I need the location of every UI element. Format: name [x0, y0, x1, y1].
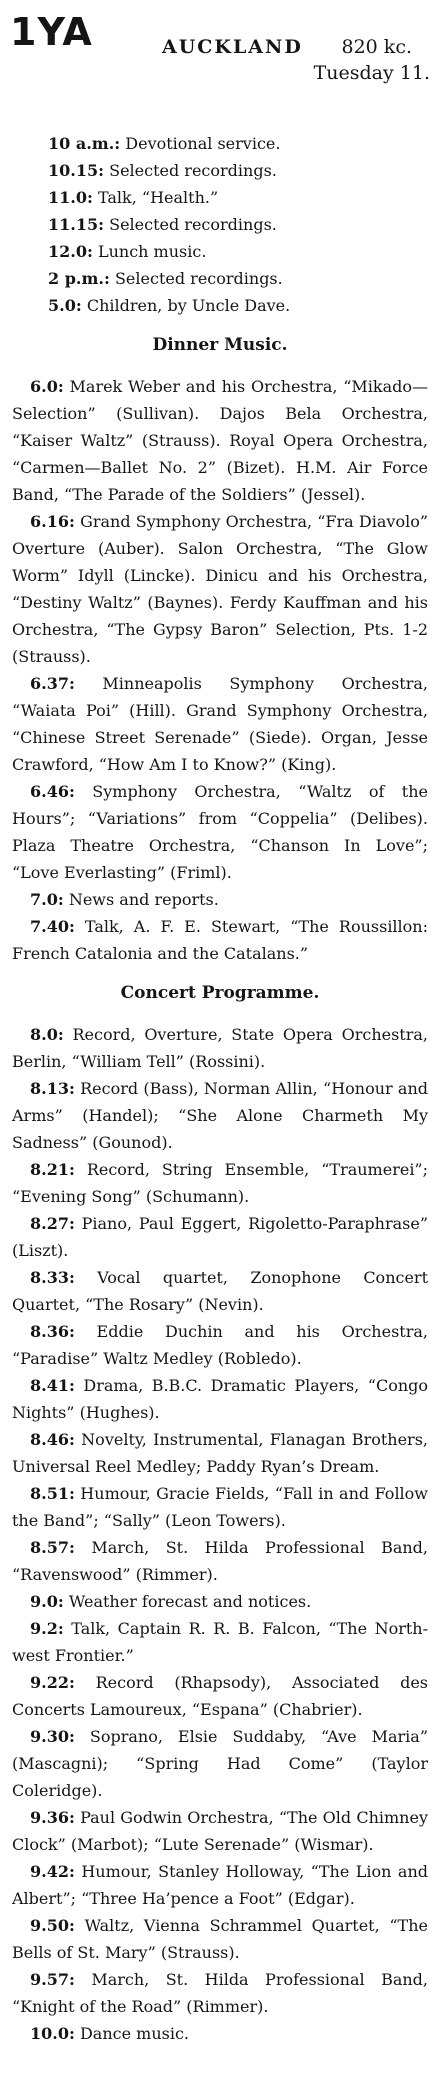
entry-description: Humour, Stanley Holloway, “The Lion and Albert”; “Three Ha’pence a Foot” (Edgar).: [12, 1862, 428, 1908]
programme-entry: [12, 1534, 428, 1588]
entry-time: 8.27:: [30, 1214, 75, 1233]
entry-description: Selected recordings.: [104, 161, 277, 180]
entry-time: 9.36:: [30, 1808, 75, 1827]
dinner-music-heading: Dinner Music.: [152, 335, 288, 355]
concert-programme-heading: Concert Programme.: [120, 983, 320, 1003]
programme-entry: [18, 157, 430, 184]
station-frequency: 820 kc.: [341, 36, 412, 58]
entry-description: Drama, B.B.C. Dramatic Players, “Congo Nights” (Hughes).: [12, 1376, 428, 1422]
entry-time: 8.21:: [30, 1160, 75, 1179]
entry-time: 2 p.m.:: [48, 269, 110, 288]
programme-entry: [12, 373, 428, 508]
programme-entry: [12, 1021, 428, 1075]
entry-time: 11.15:: [48, 215, 105, 234]
entry-time: 6.16:: [30, 512, 75, 531]
entry-description: Talk, Captain R. R. B. Falcon, “The North-west Frontier.”: [12, 1619, 428, 1665]
entry-time: 6.37:: [30, 674, 75, 693]
entry-time: 8.36:: [30, 1322, 75, 1341]
entry-description: Selected recordings.: [109, 269, 283, 288]
programme-entry: [12, 1156, 428, 1210]
entry-time: 7.0:: [30, 890, 64, 909]
entry-time: 12.0:: [48, 242, 93, 261]
entry-description: Piano, Paul Eggert, Rigoletto-Paraphrase” (Liszt).: [12, 1214, 428, 1260]
programme-entry: [12, 1912, 428, 1966]
entry-description: March, St. Hilda Professional Band, “Ravenswood” (Rimmer).: [12, 1538, 428, 1584]
daytime-schedule: [10, 130, 430, 319]
entry-description: Minneapolis Symphony Orchestra, “Waiata Poi” (Hill). Grand Symphony Orchestra, “Chinese Street Serenade” (Siede). Organ, Jesse Crawford, “How Am I to Know?” (King).: [12, 674, 428, 774]
entry-time: 8.0:: [30, 1025, 64, 1044]
programme-entry: [12, 1615, 428, 1669]
programme-entry: [12, 1372, 428, 1426]
entry-description: March, St. Hilda Professional Band, “Knight of the Road” (Rimmer).: [12, 1970, 428, 2016]
entry-time: 6.0:: [30, 377, 64, 396]
entry-time: 8.57:: [30, 1538, 75, 1557]
programme-entry: [12, 1426, 428, 1480]
programme-entry: [12, 1723, 428, 1804]
entry-time: 8.46:: [30, 1430, 75, 1449]
programme-entry: [12, 508, 428, 670]
entry-description: Soprano, Elsie Suddaby, “Ave Maria” (Mascagni); “Spring Had Come” (Taylor Coleridge).: [12, 1727, 428, 1800]
programme-entry: [18, 184, 430, 211]
programme-entry: [12, 886, 428, 913]
programme-entry: [12, 1669, 428, 1723]
masthead: [10, 6, 430, 86]
entry-description: Talk, A. F. E. Stewart, “The Roussillon: French Catalonia and the Catalans.”: [12, 917, 428, 963]
entry-description: Symphony Orchestra, “Waltz of the Hours”; “Variations” from “Coppelia” (Delibes). Plaza Theatre Orchestra, “Chanson In Love”; “Love Everlasting” (Friml).: [12, 782, 428, 882]
entry-time: 10.0:: [30, 2024, 75, 2043]
entry-time: 8.41:: [30, 1376, 75, 1395]
entry-time: 9.2:: [30, 1619, 64, 1638]
entry-time: 5.0:: [48, 296, 82, 315]
dinner-music-schedule: [10, 373, 430, 967]
broadcast-day: Tuesday 11.: [313, 62, 430, 84]
entry-time: 8.13:: [30, 1079, 75, 1098]
entry-description: Children, by Uncle Dave.: [81, 296, 291, 315]
entry-time: 9.50:: [30, 1916, 75, 1935]
entry-description: Novelty, Instrumental, Flanagan Brothers, Universal Reel Medley; Paddy Ryan’s Dream.: [12, 1430, 428, 1476]
programme-entry: [12, 1210, 428, 1264]
entry-description: Record (Rhapsody), Associated des Concerts Lamoureux, “Espana” (Chabrier).: [12, 1673, 428, 1719]
entry-time: 10 a.m.:: [48, 134, 121, 153]
entry-description: Selected recordings.: [104, 215, 277, 234]
entry-description: Vocal quartet, Zonophone Concert Quartet, “The Rosary” (Nevin).: [12, 1268, 428, 1314]
programme-entry: [18, 211, 430, 238]
entry-description: News and reports.: [63, 890, 219, 909]
programme-entry: [12, 1318, 428, 1372]
programme-entry: [12, 670, 428, 778]
entry-time: 9.42:: [30, 1862, 75, 1881]
programme-entry: [12, 1804, 428, 1858]
entry-time: 9.30:: [30, 1727, 75, 1746]
entry-description: Dance music.: [74, 2024, 189, 2043]
programme-entry: [18, 130, 430, 157]
entry-time: 6.46:: [30, 782, 75, 801]
entry-description: Record (Bass), Norman Allin, “Honour and Arms” (Handel); “She Alone Charmeth My Sadness” (Gounod).: [12, 1079, 428, 1152]
programme-entry: [12, 1480, 428, 1534]
entry-time: 8.33:: [30, 1268, 75, 1287]
programme-entry: [12, 778, 428, 886]
entry-time: 9.57:: [30, 1970, 75, 1989]
entry-description: Marek Weber and his Orchestra, “Mikado—Selection” (Sullivan). Dajos Bela Orchestra, “Kaiser Waltz” (Strauss). Royal Opera Orchestra, “Carmen—Ballet No. 2” (Bizet). H.M. Air Force Band, “The Parade of the Soldiers” (Jessel).: [12, 377, 428, 504]
entry-time: 10.15:: [48, 161, 105, 180]
entry-time: 9.22:: [30, 1673, 75, 1692]
entry-description: Waltz, Vienna Schrammel Quartet, “The Bells of St. Mary” (Strauss).: [12, 1916, 428, 1962]
entry-description: Eddie Duchin and his Orchestra, “Paradise” Waltz Medley (Robledo).: [12, 1322, 428, 1368]
programme-entry: [12, 913, 428, 967]
concert-programme-schedule: [10, 1021, 430, 2047]
programme-entry: [18, 292, 430, 319]
entry-time: 9.0:: [30, 1592, 64, 1611]
programme-entry: [12, 1075, 428, 1156]
entry-description: Record, String Ensemble, “Traumerei”; “Evening Song” (Schumann).: [12, 1160, 428, 1206]
programme-entry: [12, 2020, 428, 2047]
programme-entry: [12, 1966, 428, 2020]
entry-description: Record, Overture, State Opera Orchestra, Berlin, “William Tell” (Rossini).: [12, 1025, 428, 1071]
programme-entry: [12, 1588, 428, 1615]
station-call-sign: 1YA: [10, 10, 93, 54]
programme-entry: [18, 265, 430, 292]
programme-entry: [18, 238, 430, 265]
entry-description: Paul Godwin Orchestra, “The Old Chimney Clock” (Marbot); “Lute Serenade” (Wismar).: [12, 1808, 428, 1854]
entry-description: Weather forecast and notices.: [63, 1592, 312, 1611]
entry-description: Devotional service.: [120, 134, 281, 153]
entry-time: 11.0:: [48, 188, 93, 207]
programme-entry: [12, 1264, 428, 1318]
entry-description: Talk, “Health.”: [92, 188, 219, 207]
entry-time: 7.40:: [30, 917, 75, 936]
entry-description: Humour, Gracie Fields, “Fall in and Follow the Band”; “Sally” (Leon Towers).: [12, 1484, 428, 1530]
entry-description: Grand Symphony Orchestra, “Fra Diavolo” Overture (Auber). Salon Orchestra, “The Glow Worm” Idyll (Lincke). Dinicu and his Orchestra, “Destiny Waltz” (Baynes). Ferdy Kauffman and his Orchestra, “The Gypsy Baron” Selection, Pts. 1-2 (Strauss).: [12, 512, 428, 666]
entry-time: 8.51:: [30, 1484, 75, 1503]
programme-entry: [12, 1858, 428, 1912]
station-city: AUCKLAND: [162, 36, 303, 58]
entry-description: Lunch music.: [92, 242, 207, 261]
